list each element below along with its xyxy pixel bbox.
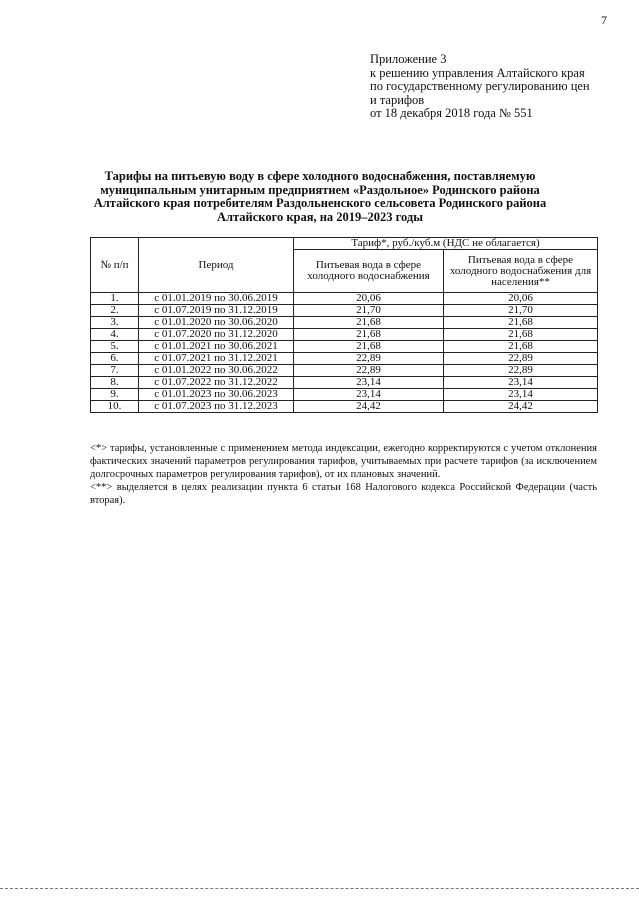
cell-tariff-population: 21,68 <box>444 329 598 341</box>
footnote-1: <*> тарифы, установленные с применением метода индексации, ежегодно корректируются с учетом отклонения фактических значений параметров регулирования тарифов, учитываемых при расчете тарифов (за исключением долгосрочных параметров регулирования тарифов), от их плановых значений. <box>90 443 597 480</box>
header-drinking-water-population: Питьевая вода в сфере холодного водоснабжения для населения** <box>444 250 598 293</box>
table-row <box>91 377 598 389</box>
cell-tariff-population: 22,89 <box>444 365 598 377</box>
appendix-line: и тарифов <box>370 92 425 107</box>
cell-tariff-population: 21,70 <box>444 305 598 317</box>
cell-tariff-population: 21,68 <box>444 317 598 329</box>
cell-period: с 01.01.2019 по 30.06.2019 <box>139 293 294 305</box>
cell-tariff: 22,89 <box>294 365 444 377</box>
table-row <box>91 353 598 365</box>
cell-number: 5. <box>91 341 139 353</box>
title-line: Алтайского края, на 2019–2023 годы <box>216 209 424 224</box>
cell-tariff-population: 24,42 <box>444 401 598 413</box>
cell-number: 2. <box>91 305 139 317</box>
page-number: 7 <box>601 13 607 27</box>
footnotes <box>90 442 597 507</box>
cell-tariff: 24,42 <box>294 401 444 413</box>
scan-edge-line <box>0 888 639 889</box>
cell-tariff-population: 23,14 <box>444 389 598 401</box>
table-row <box>91 341 598 353</box>
cell-tariff: 21,68 <box>294 341 444 353</box>
appendix-block <box>370 53 590 121</box>
title-line: Тарифы на питьевую воду в сфере холодного водоснабжения, поставляемую <box>104 169 536 183</box>
table-row <box>91 317 598 329</box>
header-tariff: Тариф*, руб./куб.м (НДС не облагается) <box>294 238 598 250</box>
cell-number: 4. <box>91 329 139 341</box>
cell-number: 7. <box>91 365 139 377</box>
cell-tariff: 21,68 <box>294 317 444 329</box>
title-line: муниципальным унитарным предприятием «Раздольное» Родинского района <box>100 182 540 197</box>
cell-period: с 01.07.2020 по 31.12.2020 <box>139 329 294 341</box>
title-line: Алтайского края потребителям Раздольненского сельсовета Родинского района <box>93 196 547 210</box>
cell-period: с 01.07.2022 по 31.12.2022 <box>139 377 294 389</box>
tariff-table <box>90 237 598 413</box>
table-row <box>91 329 598 341</box>
cell-period: с 01.07.2023 по 31.12.2023 <box>139 401 294 413</box>
cell-tariff-population: 22,89 <box>444 353 598 365</box>
cell-number: 9. <box>91 389 139 401</box>
cell-number: 8. <box>91 377 139 389</box>
table-row <box>91 401 598 413</box>
document-title <box>80 170 560 224</box>
header-number: № п/п <box>91 238 139 293</box>
cell-number: 6. <box>91 353 139 365</box>
cell-tariff: 21,70 <box>294 305 444 317</box>
cell-period: с 01.07.2019 по 31.12.2019 <box>139 305 294 317</box>
cell-tariff-population: 21,68 <box>444 341 598 353</box>
cell-tariff: 21,68 <box>294 329 444 341</box>
cell-period: с 01.07.2021 по 31.12.2021 <box>139 353 294 365</box>
cell-tariff: 23,14 <box>294 377 444 389</box>
table-row <box>91 389 598 401</box>
cell-tariff: 20,06 <box>294 293 444 305</box>
cell-period: с 01.01.2020 по 30.06.2020 <box>139 317 294 329</box>
appendix-line: к решению управления Алтайского края <box>370 65 585 80</box>
cell-number: 10. <box>91 401 139 413</box>
appendix-line: от 18 декабря 2018 года № 551 <box>370 106 533 120</box>
footnote-2: <**> выделяется в целях реализации пункта 6 статьи 168 Налогового кодекса Российской Федерации (часть вторая). <box>90 482 597 506</box>
cell-tariff: 22,89 <box>294 353 444 365</box>
cell-tariff: 23,14 <box>294 389 444 401</box>
header-period: Период <box>139 238 294 293</box>
header-drinking-water: Питьевая вода в сфере холодного водоснабжения <box>294 250 444 293</box>
table-row <box>91 293 598 305</box>
table-row <box>91 365 598 377</box>
cell-period: с 01.01.2022 по 30.06.2022 <box>139 365 294 377</box>
cell-tariff-population: 20,06 <box>444 293 598 305</box>
cell-period: с 01.01.2023 по 30.06.2023 <box>139 389 294 401</box>
cell-period: с 01.01.2021 по 30.06.2021 <box>139 341 294 353</box>
cell-number: 3. <box>91 317 139 329</box>
cell-tariff-population: 23,14 <box>444 377 598 389</box>
cell-number: 1. <box>91 293 139 305</box>
appendix-line: Приложение 3 <box>370 52 447 66</box>
appendix-line: по государственному регулированию цен <box>370 79 590 93</box>
table-row <box>91 305 598 317</box>
